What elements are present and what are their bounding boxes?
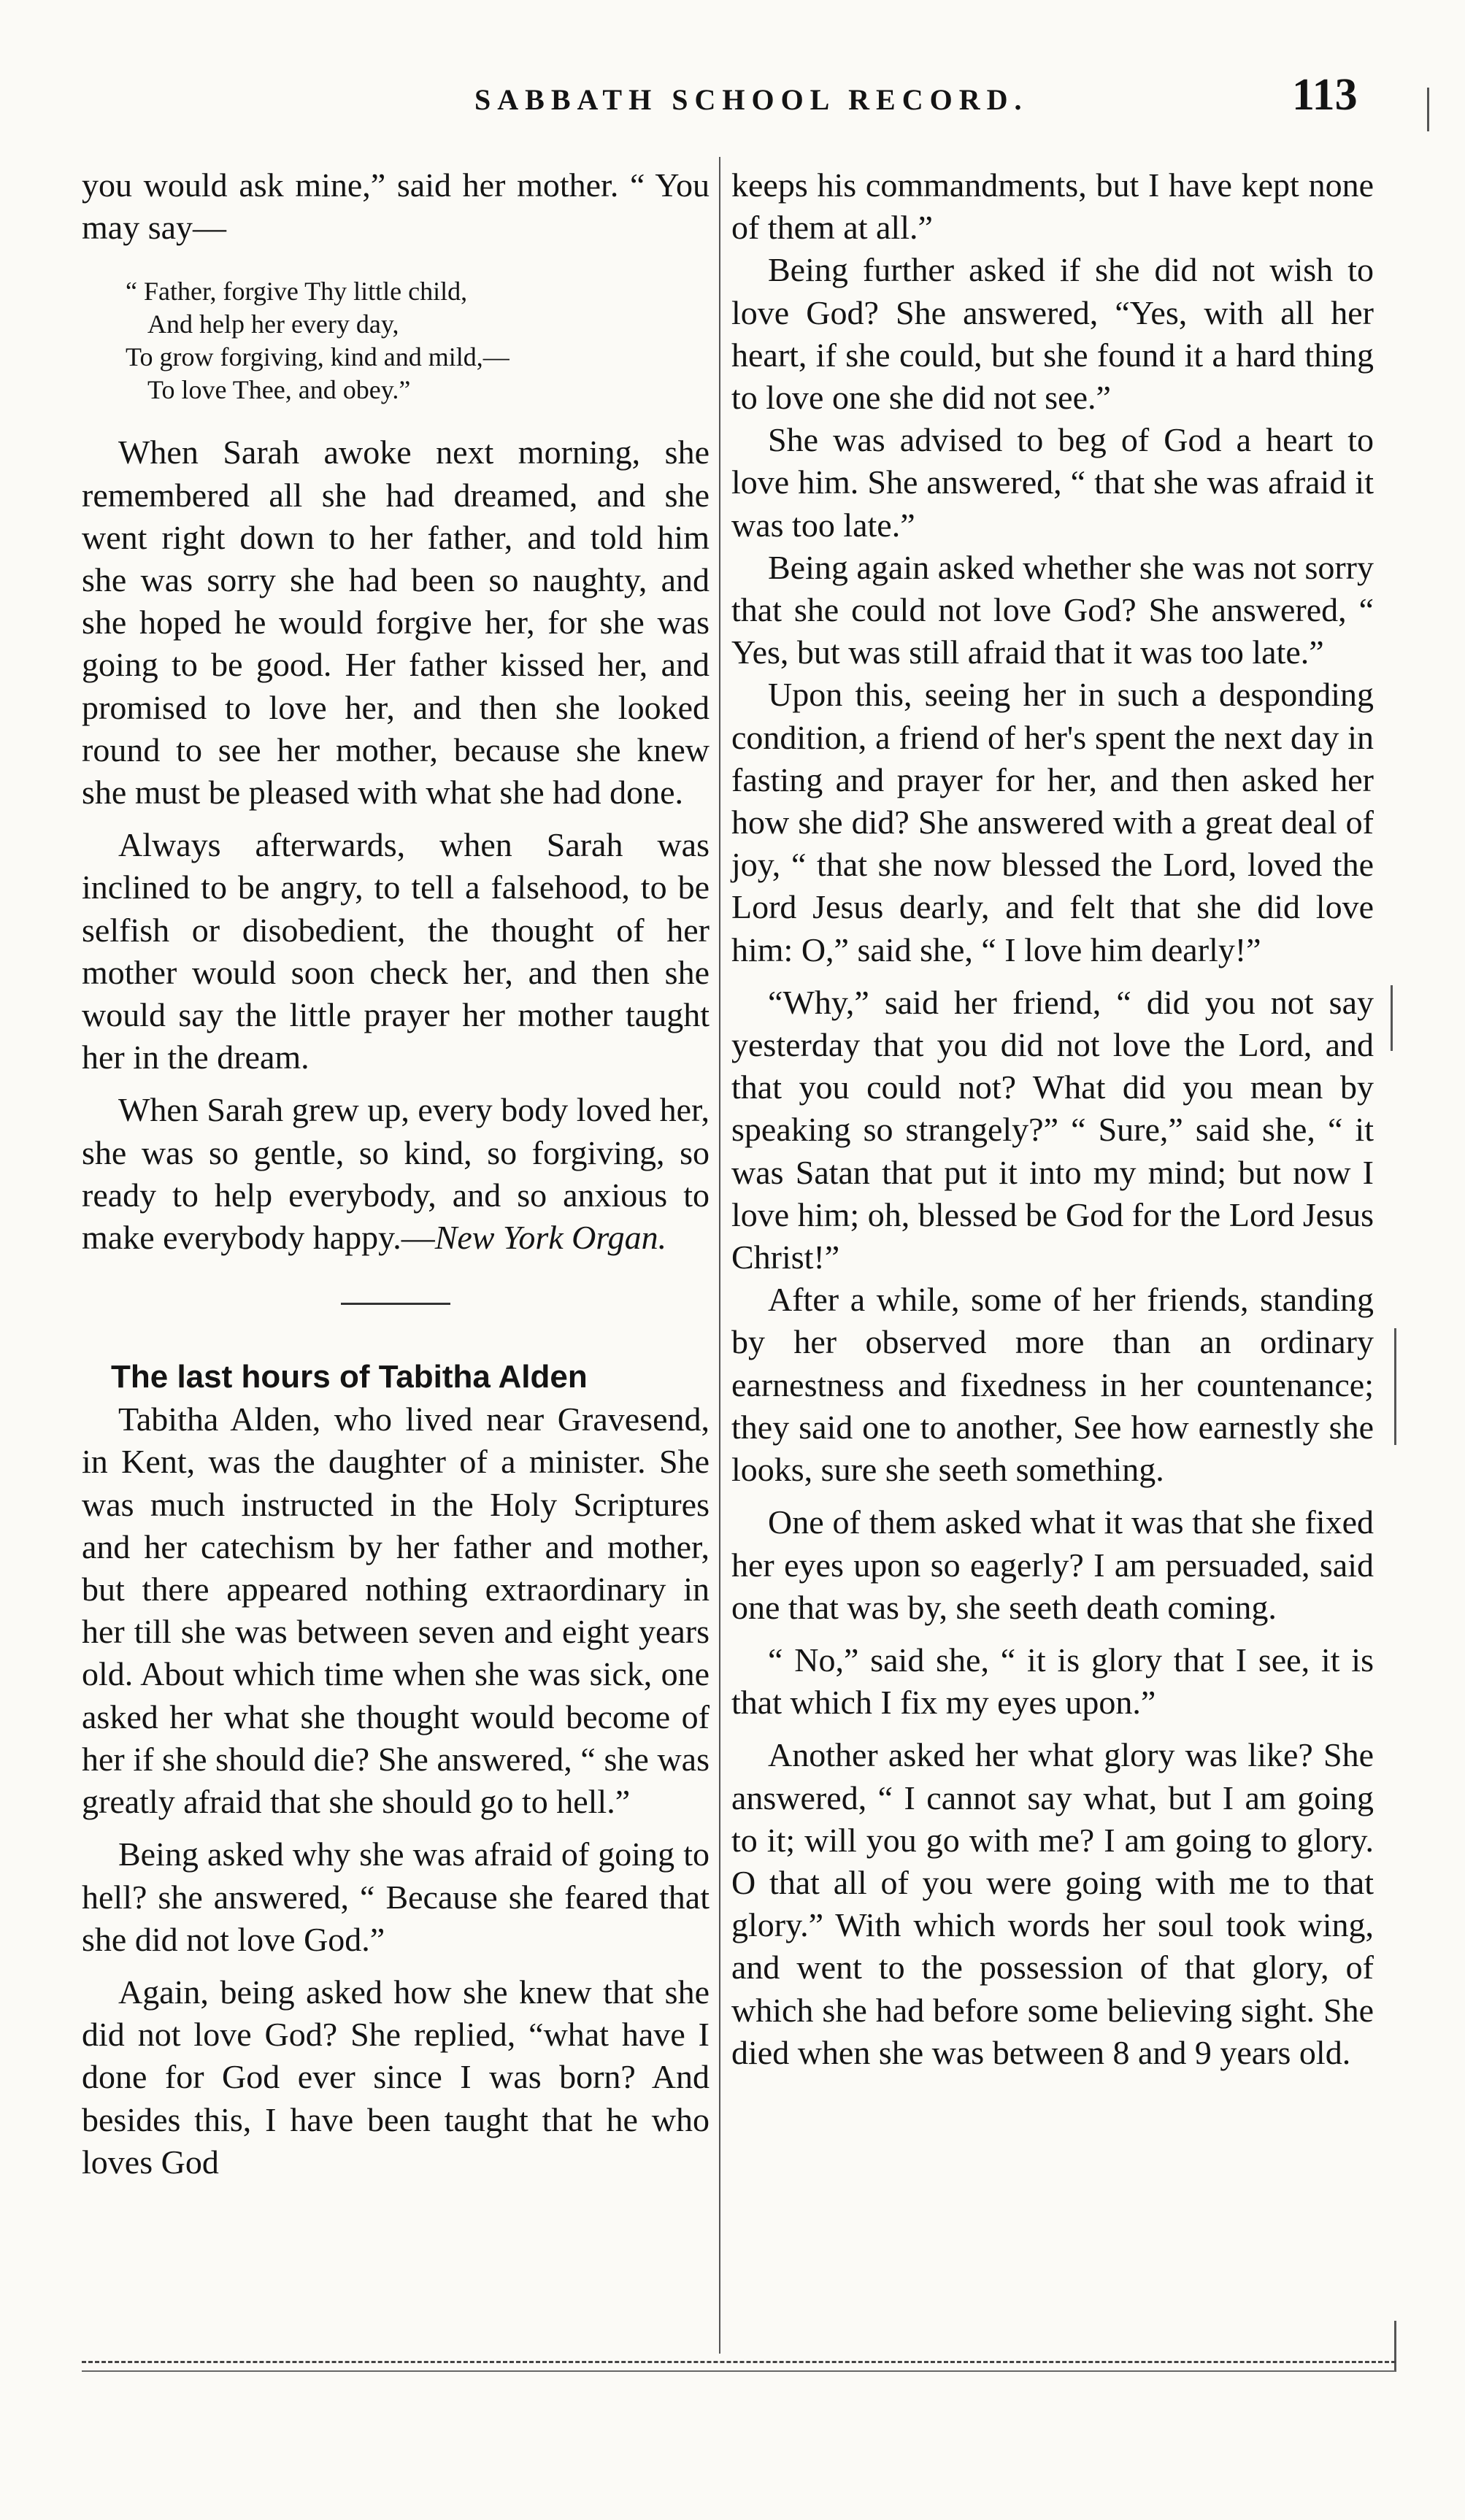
edge-mark: [1394, 2321, 1396, 2372]
verse-line: “ Father, forgive Thy little child,: [126, 277, 468, 307]
column-divider: [719, 157, 720, 2354]
paragraph: keeps his commandments, but I have kept none of them at all.”: [731, 166, 1374, 247]
paragraph: Being again asked whether she was not sorry that she could not love God? She answered, “ Yes, but was still afraid that it was too late.”: [731, 548, 1374, 671]
bottom-rule: [82, 2361, 1396, 2363]
paragraph: Tabitha Alden, who lived near Gravesend, in Kent, was the daughter of a minister. She was much instructed in the Holy Scriptures and her catechism by her father and mother, but there appeared nothing extraordinary in her till she was between seven and eight years old. About which time when she was sick, one asked her what she thought would become of her if she should die? She answered, “ she was greatly afraid that she should go to hell.”: [82, 1400, 710, 1821]
left-column: [82, 164, 710, 2184]
article-title: The last hours of Tabitha Alden: [111, 1359, 588, 1395]
page-number: 113: [1292, 70, 1358, 120]
paragraph: Being asked why she was afraid of going to hell? she answered, “ Because she feared that she did not love God.”: [82, 1835, 710, 1958]
page-header: [0, 69, 1465, 135]
paragraph: you would ask mine,” said her mother. “ You may say—: [82, 166, 710, 247]
source-citation: New York Organ.: [434, 1219, 667, 1257]
prayer-verse: [126, 275, 710, 406]
paragraph: [82, 1089, 710, 1259]
verse-line: To grow forgiving, kind and mild,—: [126, 342, 510, 372]
edge-mark: [1391, 985, 1393, 1051]
bottom-rule: [82, 2370, 1396, 2372]
paragraph: Upon this, seeing her in such a desponding condition, a friend of her's spent the next day in fasting and prayer for her, and then asked her how she did? She answered with a great deal of joy, “ that she now blessed the Lord, loved the Lord Jesus dearly, and felt that she did love him: O,” said she, “ I love him dearly!”: [731, 676, 1374, 968]
paragraph: Another asked her what glory was like? She answered, “ I cannot say what, but I am going to it; will you go with me? I am going to glory. O that all of you were going with me to that glory.” With which words her soul took wing, and went to the possession of that glory, of which she had before some believing sight. She died when she was between 8 and 9 years old.: [731, 1736, 1374, 2071]
edge-mark: [1427, 88, 1429, 131]
paragraph: Always afterwards, when Sarah was inclined to be angry, to tell a falsehood, to be selfish or disobedient, the thought of her mother would soon check her, and then she would say the little prayer her mother taught her in the dream.: [82, 826, 710, 1076]
edge-mark: [1394, 1328, 1396, 1445]
paragraph: Being further asked if she did not wish to love God? She answered, “Yes, with all her heart, if she could, but she found it a hard thing to love one she did not see.”: [731, 251, 1374, 417]
paragraph-text: When Sarah grew up, every body loved her, she was so gentle, so kind, so forgiving, so ready to help everybody, and so anxious to make everybody happy.—: [82, 1091, 710, 1257]
paragraph: She was advised to beg of God a heart to love him. She answered, “ that she was afraid it was too late.”: [731, 421, 1374, 544]
section-separator: [341, 1303, 450, 1305]
paragraph: After a while, some of her friends, standing by her observed more than an ordinary earnestness and fixedness in her countenance; they said one to another, See how earnestly she looks, sure she seeth something.: [731, 1281, 1374, 1489]
paragraph: Again, being asked how she knew that she did not love God? She replied, “what have I done for God ever since I was born? And besides this, I have been taught that he who loves God: [82, 1973, 710, 2181]
verse-line: And help her every day,: [147, 309, 399, 339]
running-title: SABBATH SCHOOL RECORD.: [474, 83, 1028, 116]
paragraph: One of them asked what it was that she fixed her eyes upon so eagerly? I am persuaded, said one that was by, she seeth death coming.: [731, 1503, 1374, 1626]
paragraph: “Why,” said her friend, “ did you not say yesterday that you did not love the Lord, and that you could not? What did you mean by speaking so strangely?” “ Sure,” said she, “ it was Satan that put it into my mind; but now I love him; oh, blessed be God for the Lord Jesus Christ!”: [731, 983, 1374, 1276]
paragraph: “ No,” said she, “ it is glory that I see, it is that which I fix my eyes upon.”: [731, 1641, 1374, 1722]
right-column: [731, 164, 1374, 2074]
verse-line: To love Thee, and obey.”: [147, 375, 411, 405]
paragraph: When Sarah awoke next morning, she remembered all she had dreamed, and she went right down to her father, and told him she was sorry she had been so naughty, and she hoped he would forgive her, for she was going to be good. Her father kissed her, and promised to love her, and then she looked round to see her mother, because she knew she must be pleased with what she had done.: [82, 434, 710, 812]
